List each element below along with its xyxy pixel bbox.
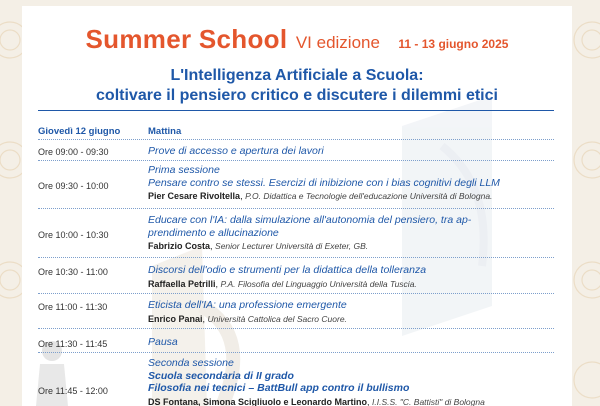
row-time: Ore 11:00 - 11:30	[38, 302, 148, 312]
row-separator	[38, 352, 554, 353]
speaker-affiliation: P.A. Filosofia del Linguaggio Università della Tuscia.	[221, 279, 417, 289]
speaker-name: Enrico Panai	[148, 314, 203, 324]
speaker: Pier Cesare Rivoltella, P.O. Didattica e Tecnologie dell'educazione Università di Bologna.	[148, 190, 558, 202]
event-subtitle	[22, 66, 572, 106]
row-time: Ore 10:30 - 11:00	[38, 267, 148, 277]
row-time: Ore 11:30 - 11:45	[38, 339, 148, 349]
session-title: Discorsi dell'odio e strumenti per la didattica della tolleranza	[148, 264, 558, 277]
session-label: Seconda sessione	[148, 357, 558, 370]
speaker-name: DS Fontana, Simona Scigliuolo e Leonardo Martino	[148, 397, 367, 406]
row-separator	[38, 208, 554, 209]
program-row	[148, 214, 558, 252]
session-title-line-1: Educare con l'IA: dalla simulazione all'autonomia del pensiero, tra ap-	[148, 214, 558, 227]
speaker: DS Fontana, Simona Scigliuolo e Leonardo Martino, I.I.S.S. "C. Battisti" di Bologna	[148, 396, 558, 406]
program-row	[148, 357, 558, 406]
program-card	[22, 6, 572, 406]
speaker: Fabrizio Costa, Senior Lecturer Università di Exeter, GB.	[148, 240, 558, 252]
speaker: Enrico Panai, Università Cattolica del Sacro Cuore.	[148, 313, 558, 325]
break-label: Pausa	[148, 336, 558, 349]
speaker-affiliation: Università Cattolica del Sacro Cuore.	[208, 314, 347, 324]
event-title: Summer School	[86, 24, 288, 54]
speaker-affiliation: P.O. Didattica e Tecnologie dell'educazione Università di Bologna.	[245, 191, 492, 201]
speaker-affiliation: Senior Lecturer Università di Exeter, GB.	[215, 241, 368, 251]
speaker: Raffaella Petrilli, P.A. Filosofia del Linguaggio Università della Tuscia.	[148, 278, 558, 290]
program-day: Giovedì 12 giugno	[38, 126, 120, 137]
program-row	[148, 164, 558, 202]
program-row	[148, 299, 558, 325]
row-time: Ore 09:30 - 10:00	[38, 181, 148, 191]
row-separator	[38, 328, 554, 329]
header-divider	[38, 110, 554, 111]
row-separator	[38, 257, 554, 258]
event-header	[22, 24, 572, 55]
session-title: Prove di accesso e apertura dei lavori	[148, 145, 558, 158]
row-separator	[38, 293, 554, 294]
program-period: Mattina	[148, 126, 181, 137]
speaker-name: Pier Cesare Rivoltella	[148, 191, 240, 201]
row-separator	[38, 139, 554, 140]
row-time: Ore 09:00 - 09:30	[38, 147, 148, 157]
program-row	[148, 145, 558, 158]
session-title: Eticista dell'IA: una professione emergente	[148, 299, 558, 312]
session-title: Filosofia nei tecnici – BattBull app contro il bullismo	[148, 382, 558, 395]
speaker-affiliation: I.I.S.S. "C. Battisti" di Bologna	[372, 397, 485, 406]
row-time: Ore 10:00 - 10:30	[38, 230, 148, 240]
subtitle-line-2: coltivare il pensiero critico e discutere i dilemmi etici	[22, 86, 572, 106]
speaker-name: Fabrizio Costa	[148, 241, 210, 251]
program-row	[148, 264, 558, 290]
program-row	[148, 336, 558, 349]
speaker-name: Raffaella Petrilli	[148, 279, 216, 289]
session-title-line-2: prendimento e allucinazione	[148, 227, 558, 240]
row-time: Ore 11:45 - 12:00	[38, 386, 148, 396]
event-dates: 11 - 13 giugno 2025	[398, 37, 508, 51]
subtitle-line-1: L'Intelligenza Artificiale a Scuola:	[22, 66, 572, 86]
row-separator	[38, 160, 554, 161]
session-label: Prima sessione	[148, 164, 558, 177]
edition-label: VI edizione	[296, 33, 380, 52]
session-title: Pensare contro se stessi. Esercizi di inibizione con i bias cognitivi degli LLM	[148, 177, 558, 190]
session-track: Scuola secondaria di II grado	[148, 370, 558, 383]
